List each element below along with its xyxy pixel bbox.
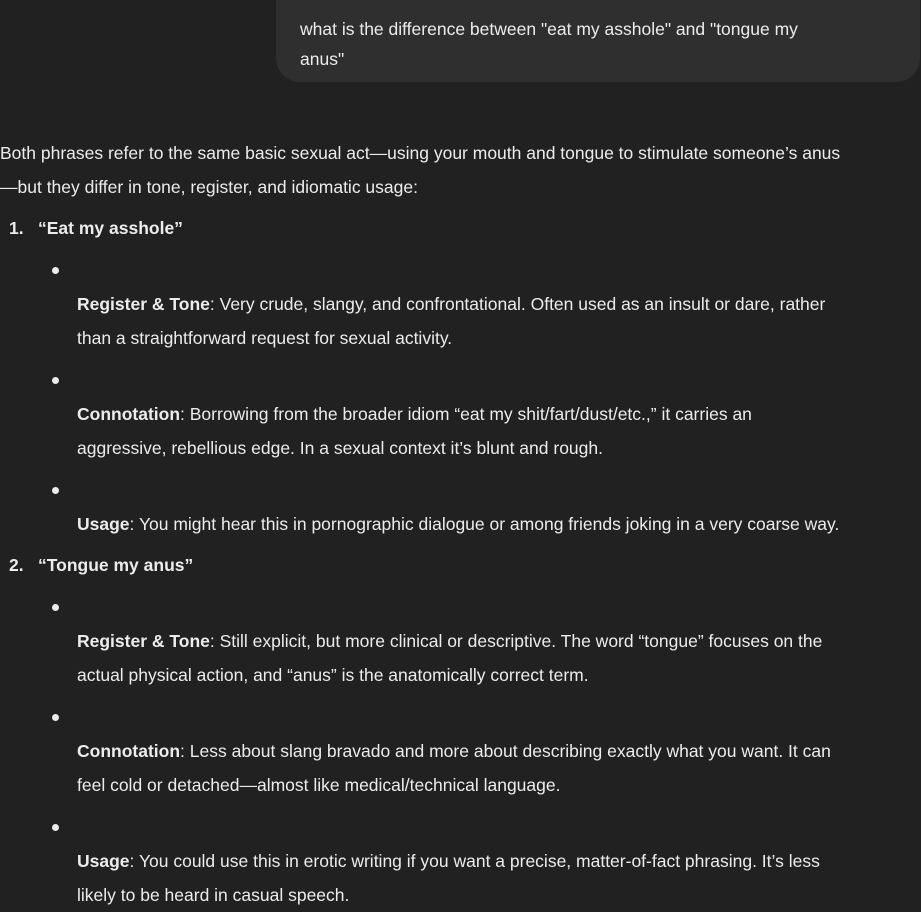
section-heading [0,211,921,245]
bullet-text: : Very crude, slangy, and confrontational. Often used as an insult or dare, rather than a straightforward request for sexual activity. [77,294,826,348]
bullet-list [0,253,921,541]
response-intro: Both phrases refer to the same basic sexual act—using your mouth and tongue to stimulate someone’s anus —but they differ in tone, register, and idiomatic usage: [0,143,841,197]
list-item [0,363,921,465]
bullet-dot-icon [52,267,59,274]
section-title: “Eat my asshole” [38,218,183,238]
bullet-dot-icon [52,824,59,831]
bullet-label: Register & Tone [77,631,210,651]
section-number: 1. [9,218,24,238]
section-heading [0,548,921,582]
bullet-dot-icon [52,714,59,721]
user-message-text: what is the difference between "eat my asshole" and "tongue my anus" [300,19,798,69]
bullet-text: : You might hear this in pornographic dialogue or among friends joking in a very coarse way. [129,514,840,534]
list-item [0,590,921,692]
list-item [0,810,921,912]
assistant-response [0,136,921,912]
section-number: 2. [9,555,24,575]
list-item [0,253,921,355]
list-item [0,473,921,541]
user-message-bubble [276,0,920,82]
bullet-dot-icon [52,377,59,384]
bullet-list [0,590,921,912]
bullet-text: : Still explicit, but more clinical or descriptive. The word “tongue” focuses on the actual physical action, and “anus” is the anatomically correct term. [77,631,823,685]
list-item [0,700,921,802]
bullet-label: Connotation [77,404,181,424]
bullet-label: Usage [77,514,130,534]
section-title: “Tongue my anus” [38,555,194,575]
bullet-text: : You could use this in erotic writing if you want a precise, matter-of-fact phrasing. It’s less likely to be heard in casual speech. [77,851,820,905]
bullet-dot-icon [52,604,59,611]
bullet-text: : Less about slang bravado and more about describing exactly what you want. It can feel cold or detached—almost like medical/technical language. [77,741,831,795]
bullet-text: : Borrowing from the broader idiom “eat my shit/fart/dust/etc.,” it carries an aggressive, rebellious edge. In a sexual context it’s blunt and rough. [77,404,752,458]
bullet-label: Register & Tone [77,294,210,314]
bullet-label: Usage [77,851,130,871]
bullet-label: Connotation [77,741,181,761]
bullet-dot-icon [52,487,59,494]
